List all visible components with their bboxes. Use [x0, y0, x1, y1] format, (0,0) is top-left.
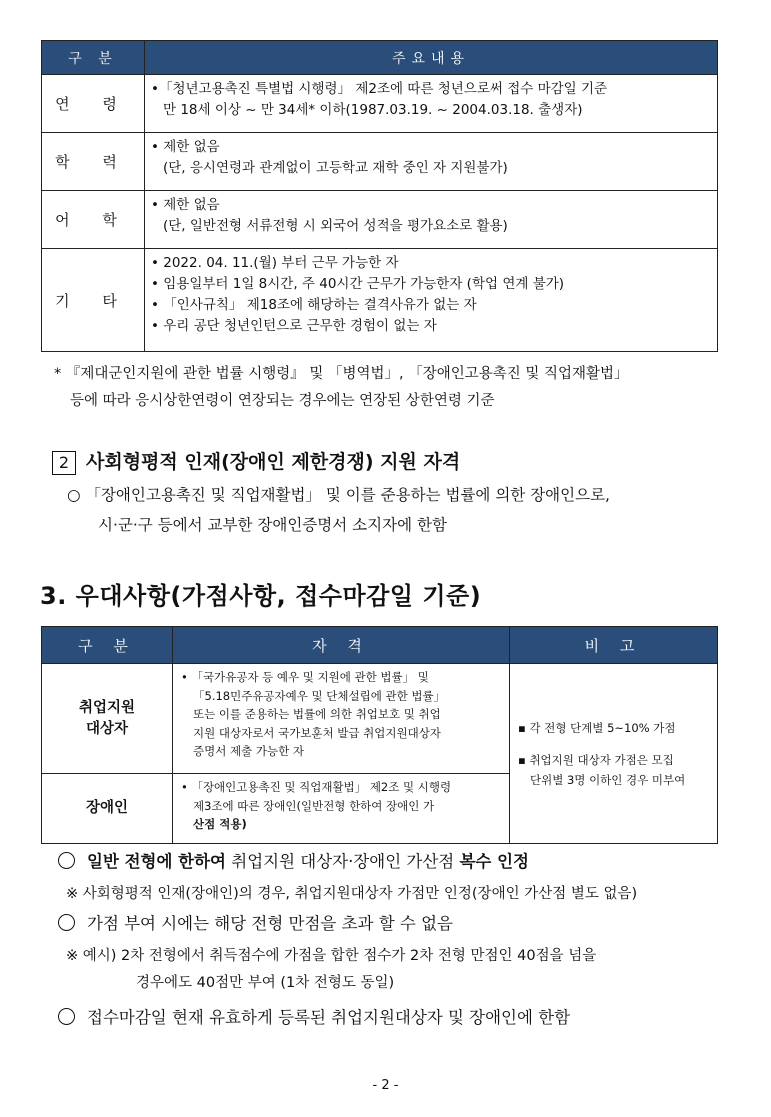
page-number: - 2 -: [372, 1078, 399, 1093]
row-disabled-content: • 「장애인고용촉진 및 직업재활법」 제2조 및 시행령 제3조에 따른 장애인(일반전형 한하여 장애인 가 산점 적용): [173, 774, 510, 844]
header-qualification: 자 격: [173, 627, 510, 664]
row-employment-support-content: • 「국가유공자 등 예우 및 지원에 관한 법률」 및 「5.18민주유공자예우 및 단체설립에 관한 법률」 또는 이를 준용하는 법률에 의한 취업보호 및 취업 지원 대상자로서 국가보훈처 발급 취업지원대상자 증명서 제출 가능한 자: [173, 664, 510, 774]
row-education-key: 학 력: [42, 133, 145, 191]
section-2-body: ○ 「장애인고용촉진 및 직업재활법」 및 이를 준용하는 법률에 의한 장애인으로, 시·군·구 등에서 교부한 장애인증명서 소지자에 한함: [67, 486, 610, 534]
row-disabled-key: 장애인: [42, 774, 173, 844]
header-content: 주요내용: [145, 41, 718, 75]
circle-bullet-icon: [58, 852, 75, 869]
preference-table: [41, 626, 718, 844]
row-language-key: 어 학: [42, 191, 145, 249]
row-age-content: •「청년고용촉진 특별법 시행령」 제2조에 따른 청년으로써 접수 마감일 기준 만 18세 이상 ~ 만 34세* 이하(1987.03.19. ~ 2004.03.18. 출생자): [145, 75, 718, 133]
row-other-content: • 2022. 04. 11.(월) 부터 근무 가능한 자 • 임용일부터 1일 8시간, 주 40시간 근무가 가능한자 (학업 연계 불가) • 「인사규칙」 제18조에 해당하는 결격사유가 없는 자 • 우리 공단 청년인턴으로 근무한 경험이 없는 자: [145, 249, 718, 352]
bullet-multiple-points: 일반 전형에 한하여 취업지원 대상자·장애인 가산점 복수 인정: [58, 848, 529, 876]
row-age-key: 연 령: [42, 75, 145, 133]
section-3-heading: 3. 우대사항(가점사항, 접수마감일 기준): [40, 582, 482, 610]
circle-bullet-icon: [58, 914, 75, 931]
row-language-content: • 제한 없음 (단, 일반전형 서류전형 시 외국어 성적을 평가요소로 활용): [145, 191, 718, 249]
bullet-registration: 접수마감일 현재 유효하게 등록된 취업지원대상자 및 장애인에 한함: [58, 1004, 570, 1032]
row-education-content: • 제한 없음 (단, 응시연령과 관계없이 고등학교 재학 중인 자 지원불가): [145, 133, 718, 191]
header-category: 구 분: [42, 41, 145, 75]
age-extension-note: * 『제대군인지원에 관한 법률 시행령』 및 「병역법」, 「장애인고용촉진 및 직업재활법」 등에 따라 응시상한연령이 연장되는 경우에는 연장된 상한연령 기준: [54, 366, 629, 409]
row-other-key: 기 타: [42, 249, 145, 352]
circle-bullet-icon: [58, 1008, 75, 1025]
header-remarks: 비 고: [510, 627, 718, 664]
note-social-equity: ※ 사회형평적 인재(장애인)의 경우, 취업지원대상자 가점만 인정(장애인 가산점 별도 없음): [66, 886, 638, 902]
remarks-cell: ▪ 각 전형 단계별 5~10% 가점 ▪ 취업지원 대상자 가점은 모집 단위별 3명 이하인 경우 미부여: [510, 664, 718, 844]
header-category: 구 분: [42, 627, 173, 664]
section-number-box: 2: [52, 451, 76, 475]
eligibility-table: [41, 40, 718, 352]
row-employment-support-key: 취업지원 대상자: [42, 664, 173, 774]
section-2-heading: 2 사회형평적 인재(장애인 제한경쟁) 지원 자격: [52, 447, 460, 475]
note-example: ※ 예시) 2차 전형에서 취득점수에 가점을 합한 점수가 2차 전형 만점인 40점을 넘을 경우에도 40점만 부여 (1차 전형도 동일): [66, 948, 597, 991]
bullet-max-score: 가점 부여 시에는 해당 전형 만점을 초과 할 수 없음: [58, 910, 453, 938]
